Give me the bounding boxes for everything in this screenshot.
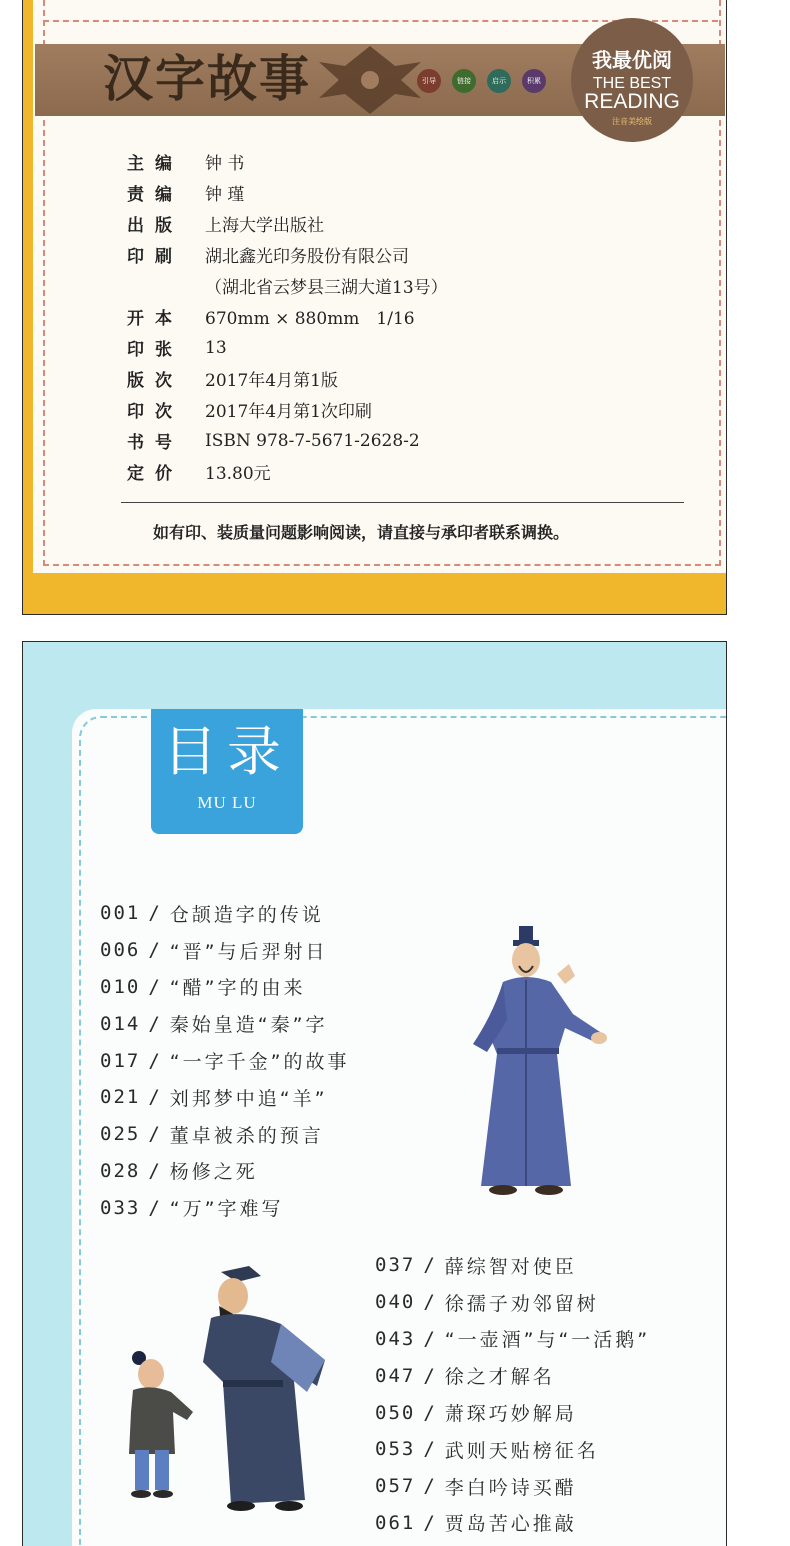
teacher-child-illustration bbox=[111, 1262, 361, 1517]
toc-title: “晋”与后羿射日 bbox=[169, 940, 328, 963]
toc-item[interactable] bbox=[100, 1005, 349, 1042]
info-value: 13.80元 bbox=[205, 464, 271, 484]
toc-page-number: 050 bbox=[375, 1401, 416, 1424]
toc-title: 杨修之死 bbox=[169, 1161, 258, 1184]
toc-separator: / bbox=[148, 1196, 160, 1219]
toc-page-number: 040 bbox=[375, 1291, 416, 1314]
feature-badges bbox=[417, 69, 546, 93]
badge-link: 链接 bbox=[452, 69, 476, 93]
series-logo-en-2: READING bbox=[584, 90, 680, 113]
info-value: 钟 书 bbox=[205, 154, 245, 174]
info-label: 版次 bbox=[127, 371, 183, 391]
toc-separator: / bbox=[148, 1123, 160, 1146]
info-label: 开本 bbox=[127, 309, 183, 329]
info-label: 定价 bbox=[127, 464, 183, 484]
info-value: 湖北鑫光印务股份有限公司 bbox=[205, 247, 409, 267]
toc-separator: / bbox=[423, 1438, 435, 1461]
toc-page-number: 057 bbox=[375, 1475, 416, 1498]
toc-separator: / bbox=[423, 1401, 435, 1424]
toc-title: 秦始皇造“秦”字 bbox=[169, 1014, 328, 1037]
divider bbox=[121, 502, 684, 503]
toc-page-number: 043 bbox=[375, 1327, 416, 1350]
toc-separator: / bbox=[423, 1254, 435, 1277]
contents-heading: 目录 bbox=[163, 720, 291, 783]
info-value: 670mm × 880mm 1/16 bbox=[205, 309, 415, 329]
series-logo-cn: 我最优阅 bbox=[592, 50, 672, 72]
scholar-illustration bbox=[453, 924, 613, 1199]
info-value: 2017年4月第1次印刷 bbox=[205, 402, 372, 422]
info-value: ISBN 978-7-5671-2628-2 bbox=[205, 430, 420, 451]
toc-page-number: 053 bbox=[375, 1438, 416, 1461]
toc-item[interactable] bbox=[375, 1247, 650, 1284]
toc-page-number: 047 bbox=[375, 1364, 416, 1387]
toc-title: 徐孺子劝邻留树 bbox=[444, 1292, 599, 1315]
contents-heading-pinyin: MU LU bbox=[197, 793, 257, 812]
info-row bbox=[127, 239, 448, 270]
toc-item[interactable] bbox=[375, 1321, 650, 1358]
info-row bbox=[127, 177, 448, 208]
series-logo-tag: 注音美绘版 bbox=[612, 117, 652, 126]
toc-separator: / bbox=[148, 939, 160, 962]
toc-item[interactable] bbox=[100, 1189, 349, 1226]
toc-title: “一壶酒”与“一活鹅” bbox=[444, 1329, 651, 1352]
quality-notice: 如有印、装质量问题影响阅读，请直接与承印者联系调换。 bbox=[153, 523, 570, 542]
toc-page-number: 001 bbox=[100, 902, 141, 925]
info-label: 印刷 bbox=[127, 247, 183, 267]
info-row bbox=[127, 425, 448, 456]
toc-title: “醋”字的由来 bbox=[169, 977, 306, 1000]
toc-separator: / bbox=[148, 1159, 160, 1182]
toc-page-number: 014 bbox=[100, 1012, 141, 1035]
toc-item[interactable] bbox=[375, 1394, 650, 1431]
info-label: 出版 bbox=[127, 216, 183, 236]
info-label: 印张 bbox=[127, 340, 183, 360]
toc-separator: / bbox=[148, 1086, 160, 1109]
toc-separator: / bbox=[423, 1511, 435, 1534]
info-row bbox=[127, 301, 448, 332]
info-row bbox=[127, 146, 448, 177]
toc-separator: / bbox=[148, 902, 160, 925]
toc-item[interactable] bbox=[100, 1153, 349, 1190]
info-row bbox=[127, 363, 448, 394]
toc-item[interactable] bbox=[375, 1468, 650, 1505]
toc-separator: / bbox=[148, 975, 160, 998]
toc-separator: / bbox=[423, 1364, 435, 1387]
toc-page-number: 061 bbox=[375, 1511, 416, 1534]
toc-page-number: 006 bbox=[100, 939, 141, 962]
toc-separator: / bbox=[148, 1049, 160, 1072]
book-title: 汉字故事 bbox=[103, 49, 311, 108]
toc-list-left bbox=[100, 895, 349, 1226]
info-value: 上海大学出版社 bbox=[205, 216, 324, 236]
toc-page-number: 037 bbox=[375, 1254, 416, 1277]
toc-item[interactable] bbox=[375, 1357, 650, 1394]
toc-page-number: 025 bbox=[100, 1123, 141, 1146]
toc-title: 刘邦梦中追“羊” bbox=[169, 1087, 328, 1110]
info-label: 主编 bbox=[127, 154, 183, 174]
toc-item[interactable] bbox=[375, 1284, 650, 1321]
badge-guide: 引导 bbox=[417, 69, 441, 93]
info-label: 印次 bbox=[127, 402, 183, 422]
info-value: 钟 瑾 bbox=[205, 185, 245, 205]
toc-separator: / bbox=[148, 1012, 160, 1035]
toc-page-number: 033 bbox=[100, 1196, 141, 1219]
info-value: 13 bbox=[205, 337, 227, 358]
info-value: （湖北省云梦县三湖大道13号） bbox=[205, 278, 448, 298]
toc-title: 徐之才解名 bbox=[444, 1366, 555, 1389]
toc-separator: / bbox=[423, 1327, 435, 1350]
toc-item[interactable] bbox=[375, 1505, 650, 1542]
toc-separator: / bbox=[423, 1475, 435, 1498]
toc-title: 薛综智对使臣 bbox=[444, 1255, 577, 1278]
toc-item[interactable] bbox=[100, 895, 349, 932]
toc-title: 萧琛巧妙解局 bbox=[444, 1403, 577, 1426]
info-row bbox=[127, 456, 448, 487]
info-row bbox=[127, 394, 448, 425]
toc-page-number: 010 bbox=[100, 975, 141, 998]
info-row bbox=[127, 208, 448, 239]
toc-title: “一字千金”的故事 bbox=[169, 1051, 350, 1074]
publication-info bbox=[127, 146, 448, 487]
copyright-page bbox=[22, 0, 727, 615]
toc-title: “万”字难写 bbox=[169, 1198, 284, 1221]
toc-item[interactable] bbox=[100, 1116, 349, 1153]
info-value: 2017年4月第1版 bbox=[205, 371, 338, 391]
ornament-icon bbox=[315, 42, 425, 118]
toc-title: 贾岛苦心推敲 bbox=[444, 1513, 577, 1536]
toc-item[interactable] bbox=[100, 969, 349, 1006]
badge-insight: 启示 bbox=[487, 69, 511, 93]
info-label: 书号 bbox=[127, 433, 183, 453]
contents-heading-box bbox=[151, 709, 303, 834]
info-row bbox=[127, 332, 448, 363]
badge-accumulate: 积累 bbox=[522, 69, 546, 93]
toc-title: 董卓被杀的预言 bbox=[169, 1124, 324, 1147]
toc-list-right bbox=[375, 1247, 650, 1541]
info-label: 责编 bbox=[127, 185, 183, 205]
series-logo bbox=[571, 18, 693, 142]
toc-title: 仓颉造字的传说 bbox=[169, 903, 324, 926]
toc-page-number: 028 bbox=[100, 1159, 141, 1182]
series-logo-en-1: THE BEST bbox=[592, 75, 672, 92]
toc-page-number: 021 bbox=[100, 1086, 141, 1109]
toc-item[interactable] bbox=[100, 1079, 349, 1116]
toc-item[interactable] bbox=[100, 1042, 349, 1079]
toc-title: 李白吟诗买醋 bbox=[444, 1476, 577, 1499]
toc-separator: / bbox=[423, 1291, 435, 1314]
info-row bbox=[127, 270, 448, 301]
contents-page bbox=[22, 641, 727, 1546]
toc-page-number: 017 bbox=[100, 1049, 141, 1072]
toc-item[interactable] bbox=[100, 932, 349, 969]
toc-item[interactable] bbox=[375, 1431, 650, 1468]
toc-title: 武则天贴榜征名 bbox=[444, 1439, 599, 1462]
